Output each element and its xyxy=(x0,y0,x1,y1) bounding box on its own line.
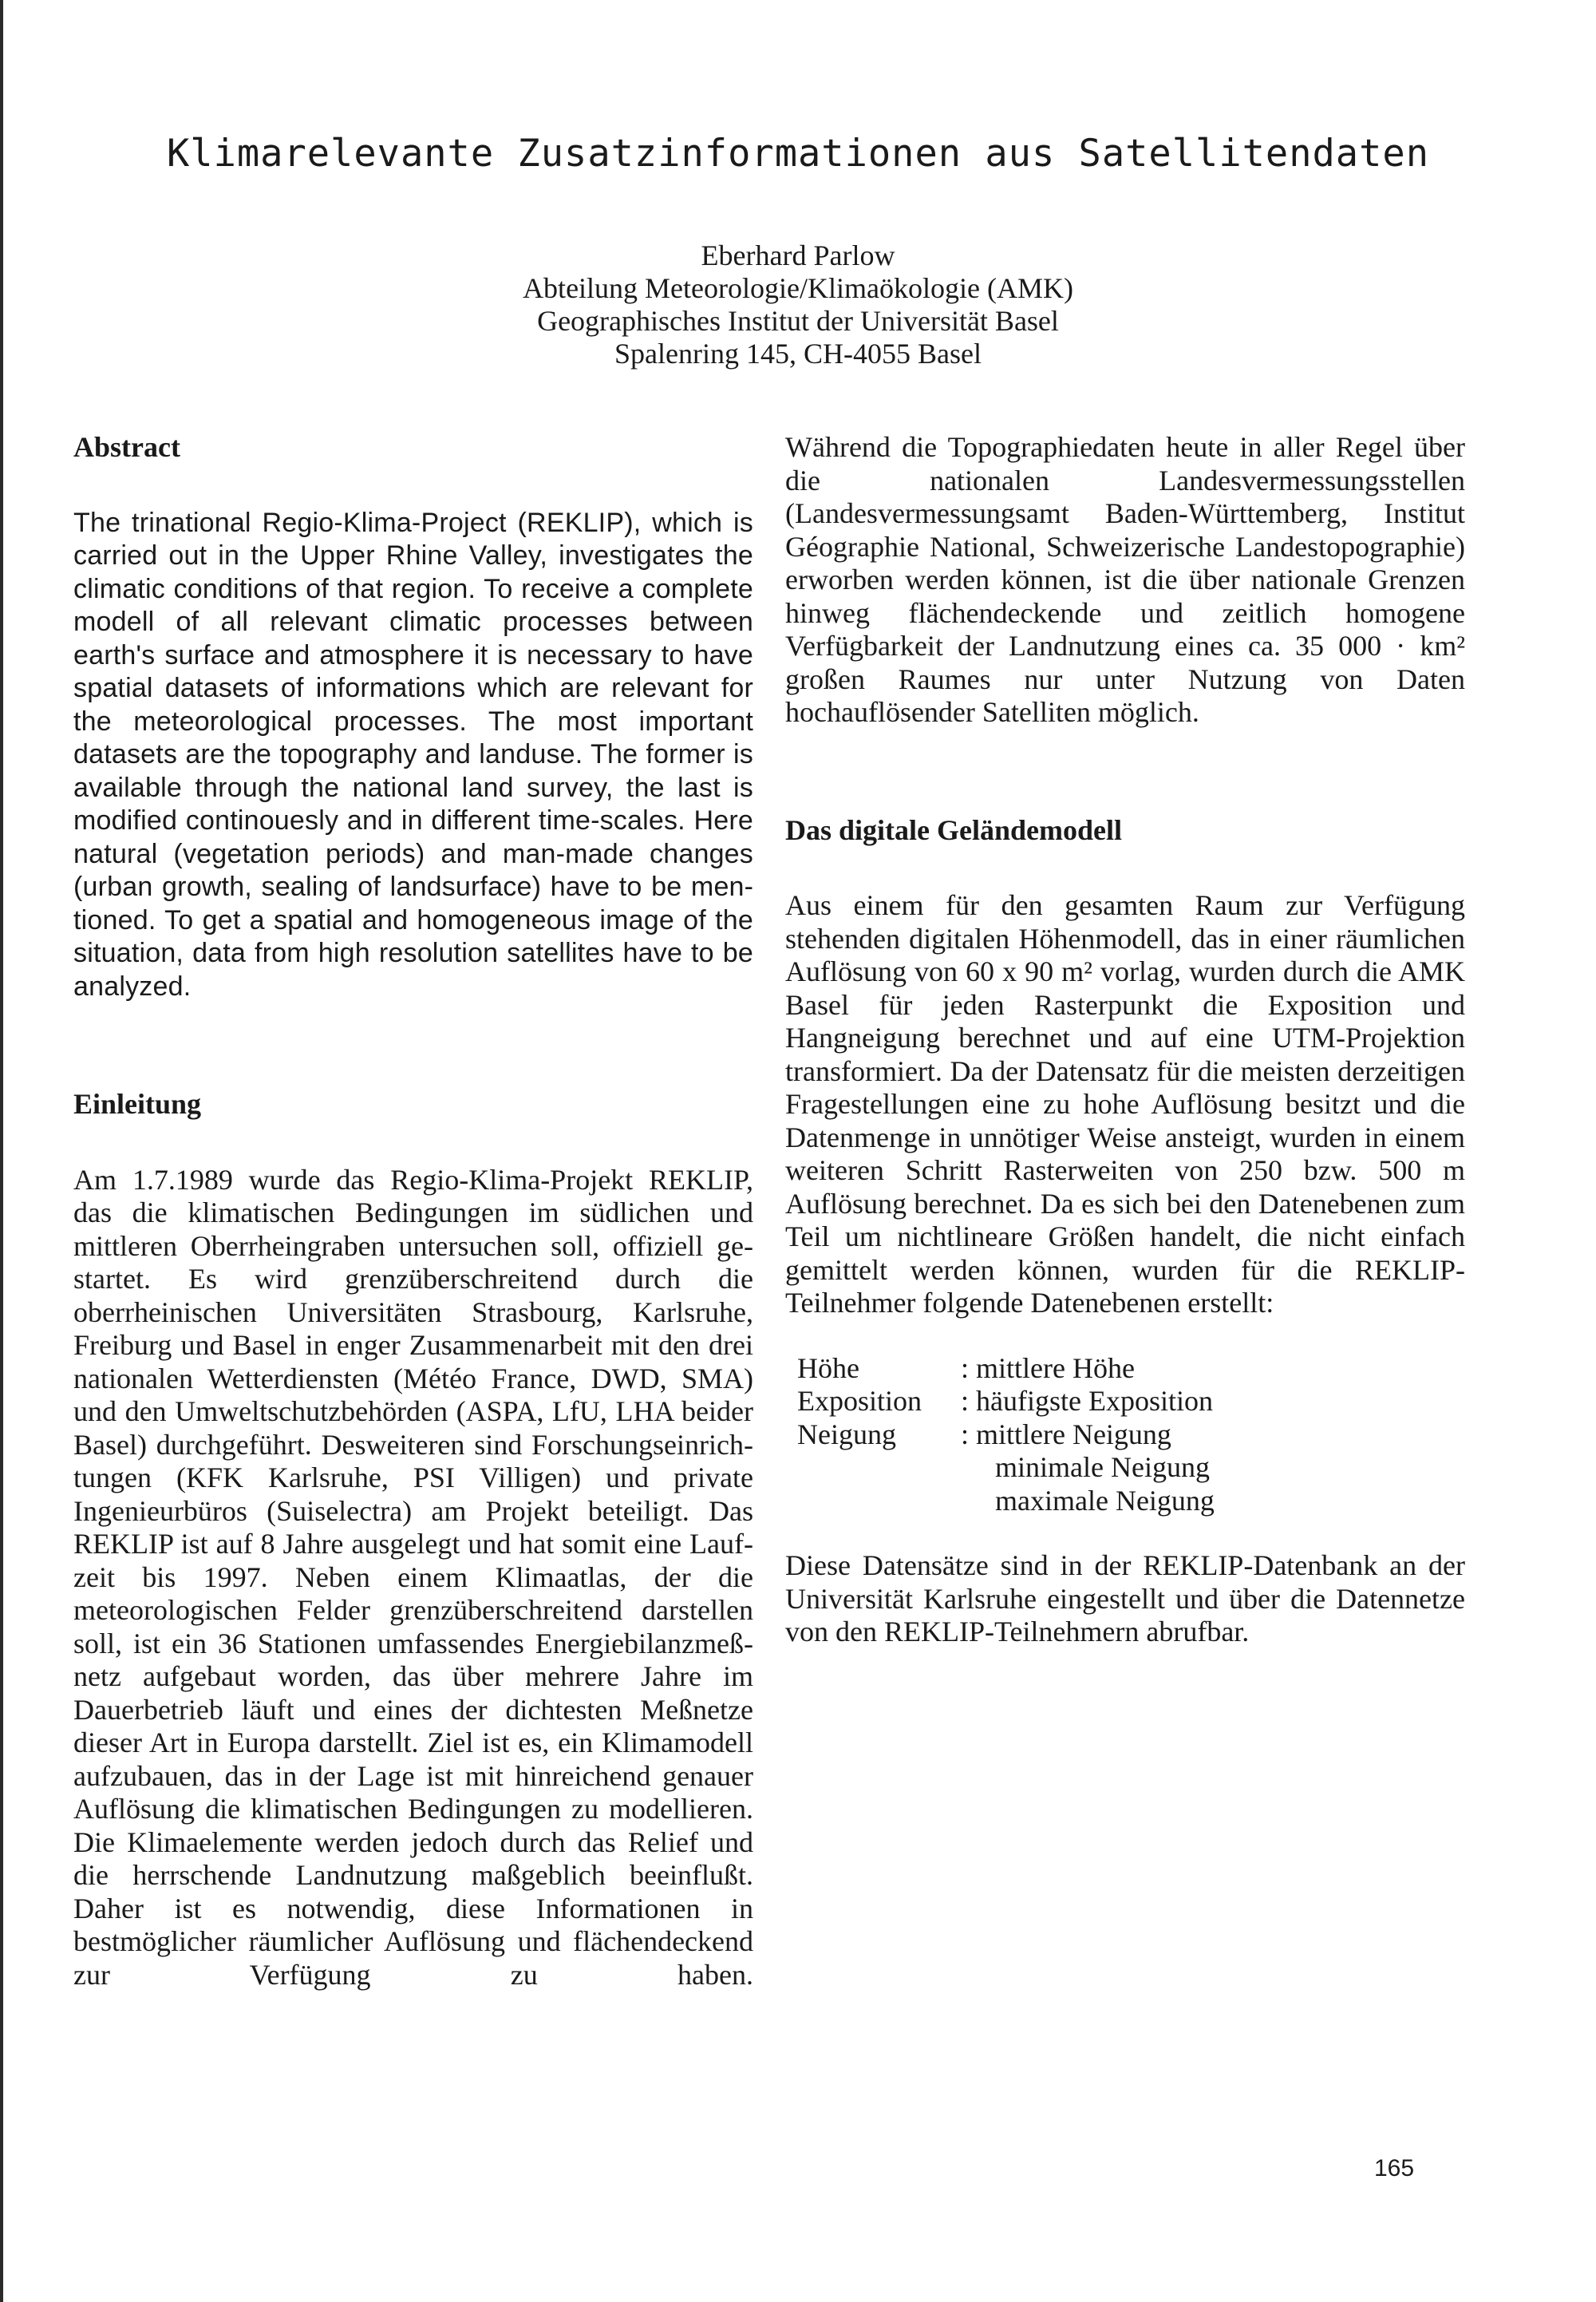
layer-label: Neigung xyxy=(797,1418,896,1450)
layer-row xyxy=(785,1385,1465,1418)
layer-value: minimale Neigung xyxy=(995,1451,1210,1483)
author-institute: Geographisches Institut der Universität Basel xyxy=(537,305,1059,337)
author-department: Abteilung Meteorologie/Klimaökologie (AMK) xyxy=(523,272,1073,304)
author-affiliation xyxy=(319,239,1277,370)
gelaendemodell-closing: Diese Datensätze sind in der REKLIP-Datenbank an der Universität Karlsruhe eingestellt und über die Datennetze von den REKLIP-Teilnehmern abrufbar. xyxy=(785,1549,1465,1647)
layer-value: : mittlere Höhe xyxy=(961,1351,1135,1384)
author-address: Spalenring 145, CH-4055 Basel xyxy=(614,338,982,370)
einleitung-heading: Einleitung xyxy=(73,1088,202,1120)
left-column xyxy=(73,431,753,1992)
gelaendemodell-text: Aus einem für den gesamten Raum zur Verfügung stehenden digitalen Höhenmodell, das in einer räumlichen Auflösung von 60 x 90 m² vorlag, wurden durch die AMK Basel für jeden Rasterpunkt die Exposition und Hangneigung berechnet und auf eine UTM-Projektion transformiert. Da der Datensatz für die meisten derzeitigen Fragestellungen eine zu hohe Auflösung besitzt und die Datenmenge in unnötiger Weise ansteigt, wurden in einem weiteren Schritt Rasterweiten von 250 bzw. 500 m Auflösung berechnet. Da es sich bei den Datenebenen zum Teil um nichtlineare Größen handelt, die nicht einfach gemittelt werden können, wurden für die REKLIP-Teilnehmer folgende Datenebenen erstellt: xyxy=(785,889,1465,1319)
gelaendemodell-heading: Das digitale Geländemodell xyxy=(785,813,1122,846)
abstract-text: The trinational Regio-Klima-Project (REKLIP), which is carried out in the Upper Rhine Valley, investigates the climatic conditions of that region. To receive a complete modell of all relevant climatic processes between earth's surface and atmosphere it is necessary to have spatial datasets of informations which are relevant for the meteorological processes. The most important datasets are the topography and landuse. The former is available through the national land survey, the last is modified continouesly and in different time-scales. Here natural (vegetation periods) and man-made changes (urban growth, sealing of landsurface) have to be mentioned. To get a spatial and homogeneous image of the situation, data from high resolution satellites have to be analyzed. xyxy=(73,507,753,1002)
layer-value: : mittlere Neigung xyxy=(961,1418,1171,1450)
layer-label: Exposition xyxy=(797,1385,922,1417)
einleitung-text: Am 1.7.1989 wurde das Regio-Klima-Projekt REKLIP, das die klimatischen Bedingungen im südlichen und mittleren Oberrheingraben untersuchen soll, offiziell gestartet. Es wird grenzüberschreitend durch die oberrheinischen Universitäten Strasbourg, Karlsruhe, Freiburg und Basel in enger Zusammenarbeit mit den drei nationalen Wetterdiensten (Météo France, DWD, SMA) und den Umweltschutzbehörden (ASPA, LfU, LHA beider Basel) durchgeführt. Desweiteren sind Forschungseinrichtungen (KFK Karlsruhe, PSI Villigen) und private Ingenieurbüros (Suiselectra) am Projekt beteiligt. Das REKLIP ist auf 8 Jahre ausgelegt und hat somit eine Laufzeit bis 1997. Neben einem Klimaatlas, der die meteorologischen Felder grenzüberschreitend darstellen soll, ist ein 36 Stationen umfassendes Energiebilanzmeßnetz aufgebaut worden, das über mehrere Jahre im Dauerbetrieb läuft und eines der dichtesten Meßnetze dieser Art in Europa darstellt. Ziel ist es, ein Klimamodell aufzubauen, das in der Lage ist mit hinreichend genauer Auflösung die klimatischen Bedingungen zu modellieren. Die Klimaelemente werden jedoch durch das Relief und die herrschende Landnutzung maßgeblich beeinflußt. Daher ist es notwendig, diese Informationen in bestmöglicher räumlicher Auflösung und flächendeckend zur Verfügung zu haben. xyxy=(73,1163,753,1991)
page-edge xyxy=(0,0,3,2302)
layer-value: : häufigste Exposition xyxy=(961,1385,1213,1417)
right-column xyxy=(785,431,1465,1649)
paper-title: Klimarelevante Zusatzinformationen aus Satellitendaten xyxy=(166,132,1429,176)
layer-row xyxy=(785,1451,1465,1485)
abstract-heading: Abstract xyxy=(73,431,180,463)
author-name: Eberhard Parlow xyxy=(701,239,895,271)
layer-label: Höhe xyxy=(797,1351,859,1384)
einleitung-text-2: Während die Topographiedaten heute in aller Regel über die nationalen Landesvermessungsstellen (Landesvermessungsamt Baden-Württemberg, Institut Géographie National, Schweizerische Landestopographie) erworben werden können, ist die über nationale Grenzen hinweg flächendeckende und zeitlich homogene Verfügbarkeit der Landnutzung eines ca. 35 000 · km² großen Raumes nur unter Nutzung von Daten hochauflösender Satelliten möglich. xyxy=(785,431,1465,728)
layer-row xyxy=(785,1485,1465,1518)
layer-row xyxy=(785,1352,1465,1386)
layer-row xyxy=(785,1418,1465,1452)
layer-value: maximale Neigung xyxy=(995,1484,1215,1517)
page-number: 165 xyxy=(1374,2155,1415,2181)
data-layer-list xyxy=(785,1352,1465,1518)
